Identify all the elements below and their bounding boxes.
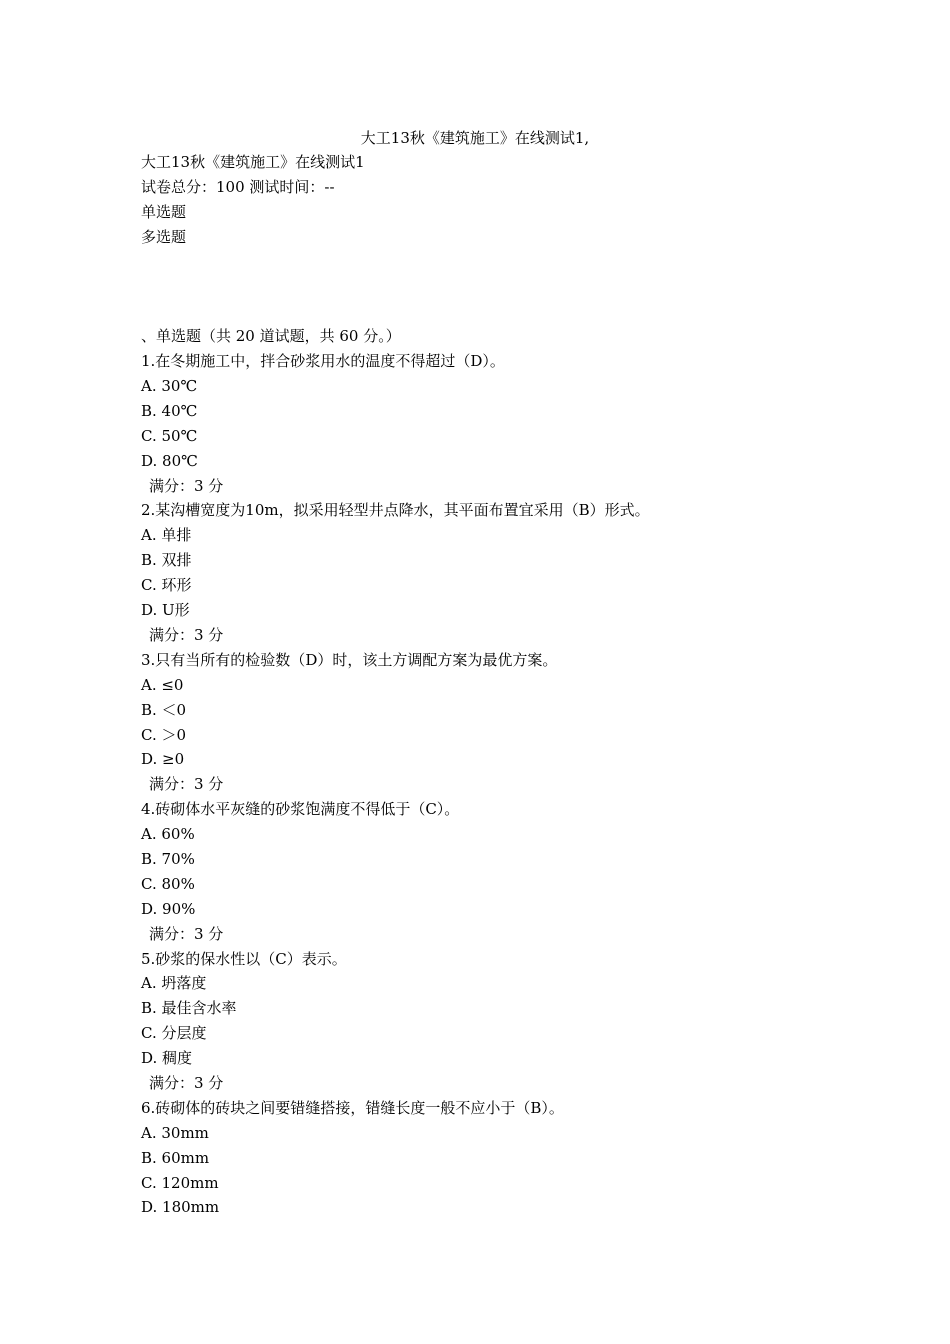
document-body xyxy=(141,150,901,1220)
option-3d: D. ≥0 xyxy=(141,750,185,769)
document-title: 大工13秋《建筑施工》在线测试1, xyxy=(360,129,590,147)
exam-subtitle: 大工13秋《建筑施工》在线测试1 xyxy=(141,153,365,171)
option-2a: A. 单排 xyxy=(141,526,192,545)
option-3b: B. ＜0 xyxy=(141,700,187,719)
option-1a: A. 30℃ xyxy=(141,377,198,396)
question-stem-6: 6.砖砌体的砖块之间要错缝搭接，错缝长度一般不应小于（B）。 xyxy=(141,1098,564,1117)
question-stem-2: 2.某沟槽宽度为10m，拟采用轻型井点降水，其平面布置宜采用（B）形式。 xyxy=(141,501,650,520)
section-header: 、单选题（共 20 道试题，共 60 分。） xyxy=(141,327,401,346)
option-5c: C. 分层度 xyxy=(141,1024,207,1043)
question-stem-1: 1.在冬期施工中，拌合砂浆用水的温度不得超过（D）。 xyxy=(141,352,505,371)
option-3c: C. ＞0 xyxy=(141,725,187,744)
option-6c: C. 120mm xyxy=(141,1173,219,1192)
option-4d: D. 90% xyxy=(141,899,196,918)
spacer xyxy=(141,250,901,325)
question-score-1: 满分：3 分 xyxy=(149,476,224,495)
option-5a: A. 坍落度 xyxy=(141,974,207,993)
question-score-3: 满分：3 分 xyxy=(149,775,224,794)
nav-multi-choice: 多选题 xyxy=(141,227,187,246)
question-score-2: 满分：3 分 xyxy=(149,625,224,644)
option-1d: D. 80℃ xyxy=(141,451,198,470)
option-1c: C. 50℃ xyxy=(141,426,198,445)
option-4b: B. 70% xyxy=(141,849,195,868)
option-3a: A. ≤0 xyxy=(141,675,184,694)
nav-single-choice: 单选题 xyxy=(141,202,187,221)
option-4a: A. 60% xyxy=(141,825,195,844)
option-2b: B. 双排 xyxy=(141,551,192,570)
option-6d: D. 180mm xyxy=(141,1198,220,1217)
option-6a: A. 30mm xyxy=(141,1123,209,1142)
question-score-5: 满分：3 分 xyxy=(149,1073,224,1092)
option-6b: B. 60mm xyxy=(141,1148,210,1167)
question-stem-3: 3.只有当所有的检验数（D）时，该土方调配方案为最优方案。 xyxy=(141,650,558,669)
exam-meta: 试卷总分：100 测试时间：-- xyxy=(141,177,335,196)
question-stem-4: 4.砖砌体水平灰缝的砂浆饱满度不得低于（C）。 xyxy=(141,800,460,819)
option-5b: B. 最佳含水率 xyxy=(141,999,237,1018)
option-2c: C. 环形 xyxy=(141,576,192,595)
question-stem-5: 5.砂浆的保水性以（C）表示。 xyxy=(141,949,347,968)
option-4c: C. 80% xyxy=(141,874,195,893)
option-5d: D. 稠度 xyxy=(141,1049,193,1068)
option-1b: B. 40℃ xyxy=(141,401,198,420)
question-score-4: 满分：3 分 xyxy=(149,924,224,943)
option-2d: D. U形 xyxy=(141,601,190,620)
